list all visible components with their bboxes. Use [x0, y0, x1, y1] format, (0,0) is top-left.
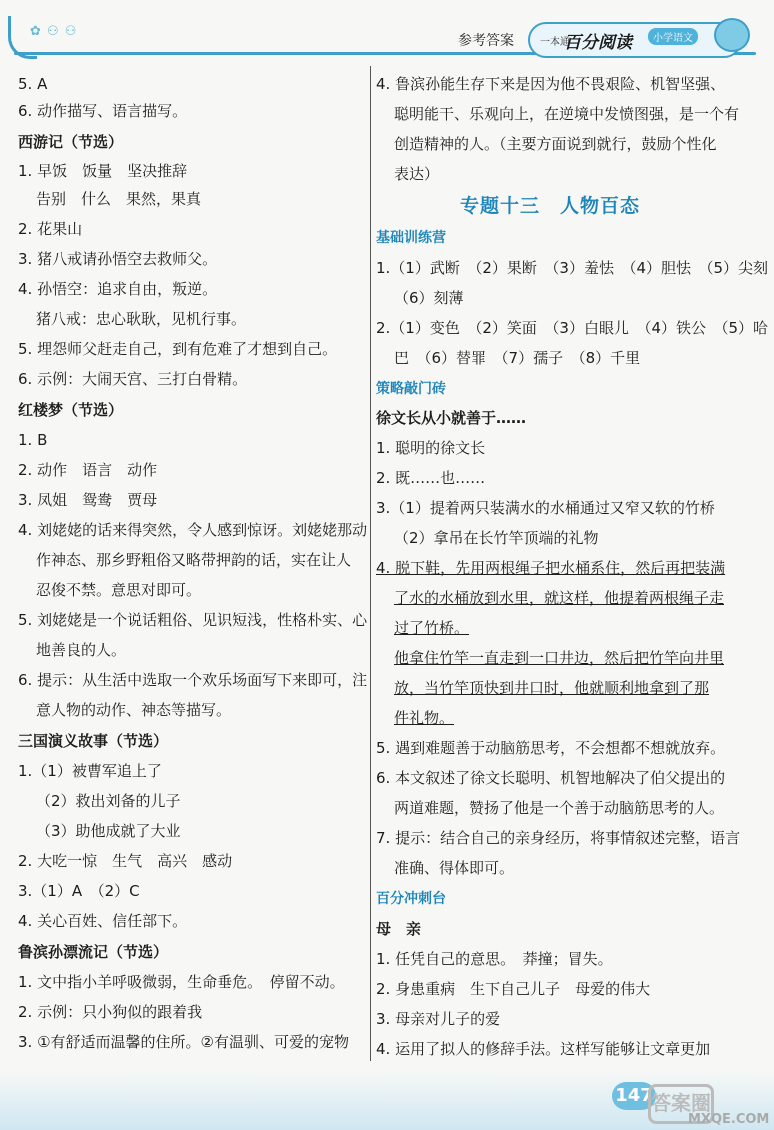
- mascot-icon: [714, 18, 750, 52]
- right-answer-line: 徐文长从小就善于……: [376, 409, 527, 427]
- left-answer-line: 1.（1）被曹军追上了: [18, 762, 162, 780]
- left-answer-line: 3.（1）A （2）C: [18, 882, 140, 900]
- brand-title: 百分阅读: [564, 33, 632, 53]
- right-answer-line: 3.（1）提着两只装满水的水桶通过又窄又软的竹桥: [376, 499, 715, 517]
- left-answer-line: 3. 猪八戒请孙悟空去救师父。: [18, 250, 218, 268]
- left-answer-line: （3）助他成就了大业: [36, 822, 181, 840]
- right-answer-line: 巴 （6）替罪 （7）孺子 （8）千里: [394, 349, 641, 367]
- right-answer-line: 母 亲: [376, 920, 422, 938]
- left-answer-line: 6. 示例：大闹天宫、三打白骨精。: [18, 370, 248, 388]
- left-answer-line: 2. 示例：只小狗似的跟着我: [18, 1003, 203, 1021]
- left-answer-line: 作神态、那乡野粗俗又略带押韵的话，实在让人: [36, 551, 352, 569]
- subject-tag: 小学语文: [648, 28, 698, 45]
- page-number: 147: [612, 1082, 656, 1110]
- left-answer-line: 忍俊不禁。意思对即可。: [36, 581, 202, 599]
- left-answer-line: 三国演义故事（节选）: [18, 732, 169, 750]
- right-answer-line: 专题十三 人物百态: [460, 195, 641, 217]
- right-answer-line: 放，当竹竿顶快到井口时，他就顺利地拿到了那: [394, 679, 710, 697]
- right-answer-line: 3. 母亲对儿子的爱: [376, 1010, 501, 1028]
- right-answer-line: 过了竹桥。: [394, 619, 470, 637]
- right-answer-line: 创造精神的人。（主要方面说到就行，鼓励个性化: [394, 135, 717, 153]
- watermark-site: MXQE.COM: [688, 1112, 770, 1127]
- left-answer-line: 告别 什么 果然，果真: [36, 190, 202, 208]
- left-answer-line: 5. 刘姥姥是一个说话粗俗、见识短浅，性格朴实、心: [18, 611, 368, 629]
- left-answer-line: 地善良的人。: [36, 641, 127, 659]
- right-answer-line: 2. 身患重病 生下自己儿子 母爱的伟大: [376, 980, 651, 998]
- right-answer-line: 百分冲刺台: [376, 891, 446, 907]
- right-answer-line: 5. 遇到难题善于动脑筋思考，不会想都不想就放弃。: [376, 739, 726, 757]
- left-answer-line: 2. 大吃一惊 生气 高兴 感动: [18, 852, 233, 870]
- right-answer-line: 1. 聪明的徐文长: [376, 439, 486, 457]
- left-answer-line: 4. 关心百姓、信任部下。: [18, 912, 188, 930]
- left-answer-line: 红楼梦（节选）: [18, 401, 124, 419]
- left-answer-line: （2）救出刘备的儿子: [36, 792, 181, 810]
- right-answer-line: 7. 提示：结合自己的亲身经历，将事情叙述完整，语言: [376, 829, 741, 847]
- right-answer-line: 2.（1）变色 （2）笑面 （3）白眼儿 （4）铁公 （5）哈: [376, 319, 769, 337]
- series-label: 一本通: [540, 37, 570, 48]
- left-answer-line: 2. 花果山: [18, 220, 83, 238]
- left-answer-line: 1. B: [18, 431, 48, 449]
- right-answer-line: 4. 运用了拟人的修辞手法。这样写能够让文章更加: [376, 1040, 711, 1058]
- right-answer-line: 4. 脱下鞋，先用两根绳子把水桶系住，然后再把装满: [376, 559, 726, 577]
- left-answer-line: 西游记（节选）: [18, 133, 124, 151]
- right-answer-line: 2. 既……也……: [376, 469, 486, 487]
- left-answer-line: 3. ①有舒适而温馨的住所。②有温驯、可爱的宠物: [18, 1033, 349, 1051]
- left-answer-line: 6. 动作描写、语言描写。: [18, 102, 188, 120]
- right-answer-line: 聪明能干、乐观向上，在逆境中发愤图强，是一个有: [394, 105, 740, 123]
- left-answer-line: 2. 动作 语言 动作: [18, 461, 158, 479]
- right-answer-line: 准确、得体即可。: [394, 859, 515, 877]
- left-answer-line: 3. 凤姐 鸳鸯 贾母: [18, 491, 158, 509]
- left-answer-line: 1. 文中指小羊呼吸微弱，生命垂危。 停留不动。: [18, 973, 345, 991]
- brand-badge: [528, 22, 742, 58]
- right-answer-line: 6. 本文叙述了徐文长聪明、机智地解决了伯父提出的: [376, 769, 726, 787]
- left-answer-line: 意人物的动作、神态等描写。: [36, 701, 232, 719]
- left-answer-line: 5. 埋怨师父赶走自己，到有危难了才想到自己。: [18, 340, 338, 358]
- left-answer-line: 猪八戒：忠心耿耿，见机行事。: [36, 310, 247, 328]
- left-answer-line: 4. 孙悟空：追求自由，叛逆。: [18, 280, 218, 298]
- left-answer-line: 5. A: [18, 75, 48, 93]
- left-answer-line: 1. 早饭 饭量 坚决推辞: [18, 162, 188, 180]
- answers-label: 参考答案: [458, 33, 514, 49]
- right-answer-line: 件礼物。: [394, 709, 455, 727]
- left-answer-line: 4. 刘姥姥的话来得突然，令人感到惊讶。刘姥姥那动: [18, 521, 368, 539]
- left-answer-line: 6. 提示：从生活中选取一个欢乐场面写下来即可，注: [18, 671, 368, 689]
- kids-illustration-icon: ✿ ⚇ ⚇: [30, 24, 78, 39]
- right-answer-line: 两道难题，赞扬了他是一个善于动脑筋思考的人。: [394, 799, 725, 817]
- left-answer-line: 鲁滨孙漂流记（节选）: [18, 943, 169, 961]
- right-answer-line: 策略敲门砖: [376, 381, 446, 397]
- column-divider: [370, 66, 371, 1061]
- right-answer-line: 1.（1）武断 （2）果断 （3）羞怯 （4）胆怯 （5）尖刻: [376, 259, 769, 277]
- right-answer-line: （2）拿吊在长竹竿顶端的礼物: [394, 529, 599, 547]
- right-answer-line: 基础训练营: [376, 230, 446, 246]
- page-header: [0, 0, 774, 62]
- right-answer-line: 1. 任凭自己的意思。 莽撞；冒失。: [376, 950, 613, 968]
- right-answer-line: 4. 鲁滨孙能生存下来是因为他不畏艰险、机智坚强、: [376, 75, 726, 93]
- watermark-logo: 答案圈: [648, 1084, 714, 1124]
- right-answer-line: 了水的水桶放到水里，就这样，他提着两根绳子走: [394, 589, 725, 607]
- right-answer-line: 表达）: [394, 165, 440, 183]
- right-answer-line: 他拿住竹竿一直走到一口井边，然后把竹竿向井里: [394, 649, 725, 667]
- right-answer-line: （6）刻薄: [394, 289, 464, 307]
